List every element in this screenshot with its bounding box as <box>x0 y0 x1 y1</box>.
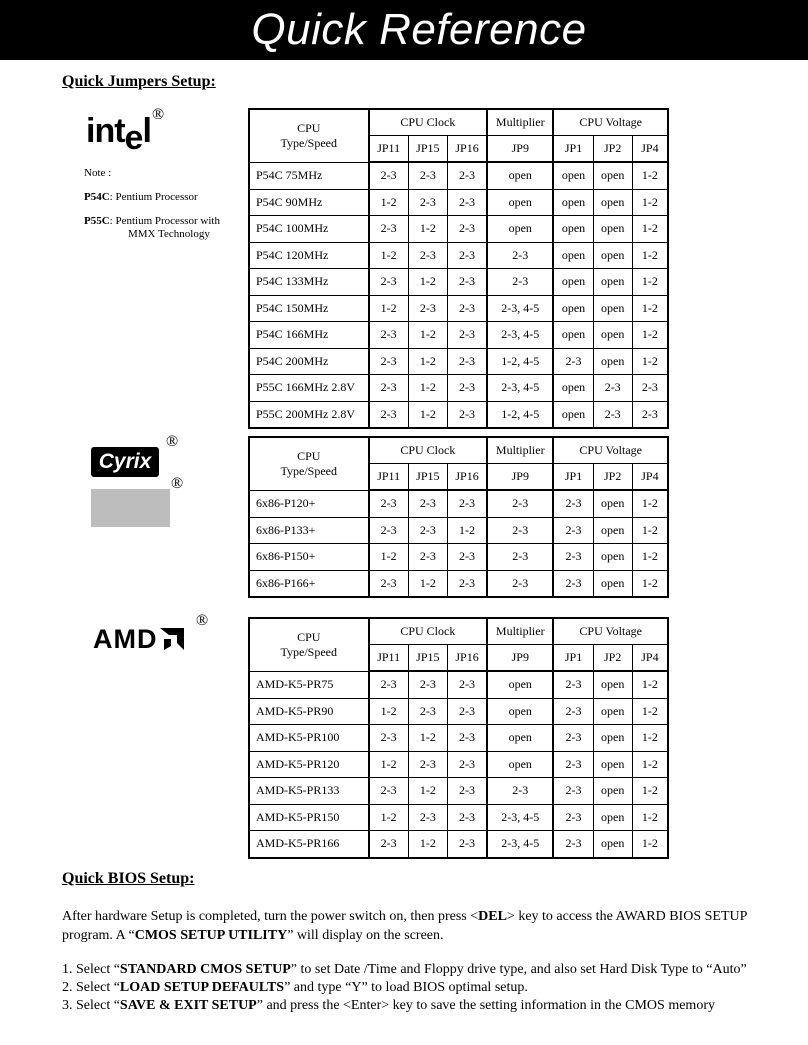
bios-steps-list <box>62 961 752 1015</box>
jp4-header: JP4 <box>632 645 668 672</box>
bios-step-1: 1. Select “STANDARD CMOS SETUP” to set Date /Time and Floppy drive type, and also set Hard Disk Type to “Auto” <box>62 962 747 977</box>
jp11-cell: 2-3 <box>369 401 409 428</box>
jp15-cell: 1-2 <box>408 348 447 375</box>
cpu-type-cell: P54C 200MHz <box>249 348 369 375</box>
jp2-header: JP2 <box>593 136 632 163</box>
jp2-cell: open <box>593 698 632 725</box>
jp15-cell: 2-3 <box>408 295 447 322</box>
jp1-cell: open <box>553 189 593 216</box>
table-row <box>249 831 668 858</box>
jp4-cell: 1-2 <box>632 295 668 322</box>
jp15-cell: 2-3 <box>408 490 447 517</box>
jp16-cell: 2-3 <box>447 242 487 269</box>
jp16-cell: 2-3 <box>447 162 487 189</box>
jp16-cell: 2-3 <box>447 490 487 517</box>
jp2-cell: open <box>593 570 632 597</box>
cpu-type-cell: AMD-K5-PR120 <box>249 751 369 778</box>
jp9-cell: 1-2, 4-5 <box>487 348 553 375</box>
jp9-cell: 2-3 <box>487 544 553 571</box>
jp16-header: JP16 <box>447 645 487 672</box>
jp16-cell: 2-3 <box>447 778 487 805</box>
jp2-header: JP2 <box>593 645 632 672</box>
jp11-cell: 2-3 <box>369 517 409 544</box>
table-row <box>249 189 668 216</box>
jp1-cell: 2-3 <box>553 751 593 778</box>
jp15-cell: 1-2 <box>408 401 447 428</box>
jp2-cell: 2-3 <box>593 375 632 402</box>
jp11-header: JP11 <box>369 464 409 491</box>
amd-logo: AMD <box>93 624 184 655</box>
jp11-cell: 2-3 <box>369 831 409 858</box>
cpu-type-cell: P55C 166MHz 2.8V <box>249 375 369 402</box>
jp2-cell: open <box>593 517 632 544</box>
jp9-header: JP9 <box>487 645 553 672</box>
jp16-cell: 2-3 <box>447 375 487 402</box>
jp11-header: JP11 <box>369 645 409 672</box>
jp9-cell: open <box>487 162 553 189</box>
jp1-cell: 2-3 <box>553 831 593 858</box>
cpu-type-cell: 6x86-P166+ <box>249 570 369 597</box>
jp1-cell: 2-3 <box>553 804 593 831</box>
cpu-type-cell: AMD-K5-PR166 <box>249 831 369 858</box>
table-row <box>249 162 668 189</box>
jp4-cell: 1-2 <box>632 544 668 571</box>
jp11-cell: 2-3 <box>369 778 409 805</box>
multiplier-header: Multiplier <box>487 618 553 645</box>
cpu-type-cell: P54C 150MHz <box>249 295 369 322</box>
jp9-cell: 2-3 <box>487 517 553 544</box>
jp2-cell: open <box>593 162 632 189</box>
jp15-cell: 1-2 <box>408 322 447 349</box>
jp4-cell: 2-3 <box>632 375 668 402</box>
table-row <box>249 348 668 375</box>
jp15-cell: 2-3 <box>408 544 447 571</box>
table-row <box>249 216 668 243</box>
jp15-cell: 1-2 <box>408 570 447 597</box>
table-row <box>249 242 668 269</box>
jp1-cell: 2-3 <box>553 490 593 517</box>
bios-step-3: 3. Select “SAVE & EXIT SETUP” and press the <Enter> key to save the setting information in the CMOS memory <box>62 998 715 1013</box>
jp11-cell: 1-2 <box>369 295 409 322</box>
jp4-cell: 1-2 <box>632 490 668 517</box>
bios-step-2: 2. Select “LOAD SETUP DEFAULTS” and type “Y” to load BIOS optimal setup. <box>62 980 528 995</box>
jp4-cell: 1-2 <box>632 751 668 778</box>
table-row <box>249 269 668 296</box>
cpu-type-header: CPU Type/Speed <box>249 437 369 490</box>
jp9-cell: 1-2, 4-5 <box>487 401 553 428</box>
jp16-cell: 2-3 <box>447 189 487 216</box>
cpu-type-cell: AMD-K5-PR75 <box>249 671 369 698</box>
jp15-cell: 2-3 <box>408 751 447 778</box>
jp2-cell: open <box>593 189 632 216</box>
cpu-clock-header: CPU Clock <box>369 618 488 645</box>
multiplier-header: Multiplier <box>487 109 553 136</box>
table-row <box>249 570 668 597</box>
cpu-type-cell: P54C 90MHz <box>249 189 369 216</box>
page-banner <box>0 0 808 60</box>
jp11-cell: 2-3 <box>369 162 409 189</box>
table-row <box>249 671 668 698</box>
cpu-type-cell: P54C 133MHz <box>249 269 369 296</box>
jp11-cell: 1-2 <box>369 242 409 269</box>
bios-intro-paragraph: After hardware Setup is completed, turn the power switch on, then press <DEL> key to access the AWARD BIOS SETUP program. A “CMOS SETUP UTILITY” will display on the screen. <box>62 909 747 943</box>
jp1-cell: 2-3 <box>553 671 593 698</box>
jp11-cell: 2-3 <box>369 671 409 698</box>
jp1-header: JP1 <box>553 136 593 163</box>
jp4-cell: 1-2 <box>632 778 668 805</box>
cyrix-jumper-table <box>248 436 669 598</box>
jp2-cell: open <box>593 671 632 698</box>
table-row <box>249 322 668 349</box>
jp15-cell: 1-2 <box>408 725 447 752</box>
jp15-cell: 2-3 <box>408 804 447 831</box>
jp1-cell: open <box>553 269 593 296</box>
jp16-cell: 2-3 <box>447 269 487 296</box>
jp9-cell: 2-3, 4-5 <box>487 322 553 349</box>
jp16-cell: 2-3 <box>447 295 487 322</box>
jp2-header: JP2 <box>593 464 632 491</box>
jp9-cell: 2-3, 4-5 <box>487 295 553 322</box>
jp11-cell: 1-2 <box>369 751 409 778</box>
jp9-cell: 2-3 <box>487 490 553 517</box>
jp4-cell: 2-3 <box>632 401 668 428</box>
table-row <box>249 725 668 752</box>
amd-jumper-table <box>248 617 669 859</box>
amd-registered-mark: ® <box>196 612 209 629</box>
jp2-cell: open <box>593 831 632 858</box>
jp4-header: JP4 <box>632 136 668 163</box>
jp2-cell: 2-3 <box>593 401 632 428</box>
table-row <box>249 517 668 544</box>
jp16-cell: 2-3 <box>447 671 487 698</box>
jp1-cell: open <box>553 242 593 269</box>
jp11-cell: 2-3 <box>369 570 409 597</box>
jp4-cell: 1-2 <box>632 671 668 698</box>
jp11-cell: 2-3 <box>369 269 409 296</box>
jp4-cell: 1-2 <box>632 269 668 296</box>
jp4-cell: 1-2 <box>632 831 668 858</box>
cpu-type-cell: AMD-K5-PR133 <box>249 778 369 805</box>
intel-table-body <box>249 162 668 428</box>
jp11-header: JP11 <box>369 136 409 163</box>
cyrix-logo-placeholder-box <box>91 489 170 527</box>
jp4-cell: 1-2 <box>632 804 668 831</box>
jp2-cell: open <box>593 322 632 349</box>
jp11-cell: 2-3 <box>369 725 409 752</box>
cpu-voltage-header: CPU Voltage <box>553 437 668 464</box>
bios-heading: Quick BIOS Setup: <box>62 870 195 887</box>
jp2-cell: open <box>593 544 632 571</box>
cpu-type-cell: P54C 166MHz <box>249 322 369 349</box>
jp1-cell: 2-3 <box>553 348 593 375</box>
jp2-cell: open <box>593 778 632 805</box>
jp2-cell: open <box>593 725 632 752</box>
cpu-type-cell: AMD-K5-PR150 <box>249 804 369 831</box>
table-row <box>249 375 668 402</box>
jp1-header: JP1 <box>553 645 593 672</box>
jp15-header: JP15 <box>408 136 447 163</box>
jp11-cell: 1-2 <box>369 698 409 725</box>
intel-jumper-table <box>248 108 669 429</box>
multiplier-header: Multiplier <box>487 437 553 464</box>
jp4-cell: 1-2 <box>632 698 668 725</box>
note-label: Note : <box>84 167 112 179</box>
page-title: Quick Reference <box>251 5 587 54</box>
jp9-cell: open <box>487 698 553 725</box>
jp9-cell: open <box>487 725 553 752</box>
jp9-cell: 2-3, 4-5 <box>487 375 553 402</box>
jp15-cell: 2-3 <box>408 671 447 698</box>
jp16-cell: 1-2 <box>447 517 487 544</box>
intel-logo: intel <box>86 112 151 157</box>
cpu-type-cell: P55C 200MHz 2.8V <box>249 401 369 428</box>
jp15-cell: 1-2 <box>408 778 447 805</box>
jp2-cell: open <box>593 295 632 322</box>
jp15-cell: 2-3 <box>408 517 447 544</box>
table-row <box>249 401 668 428</box>
jp15-cell: 2-3 <box>408 162 447 189</box>
jp15-header: JP15 <box>408 464 447 491</box>
jp16-cell: 2-3 <box>447 544 487 571</box>
jp9-cell: open <box>487 216 553 243</box>
cpu-clock-header: CPU Clock <box>369 437 488 464</box>
jp1-cell: open <box>553 216 593 243</box>
jp11-cell: 2-3 <box>369 322 409 349</box>
jp16-cell: 2-3 <box>447 698 487 725</box>
table-row <box>249 778 668 805</box>
jp2-cell: open <box>593 242 632 269</box>
intel-registered-mark: ® <box>152 106 165 123</box>
jp9-cell: 2-3 <box>487 778 553 805</box>
cpu-type-cell: 6x86-P120+ <box>249 490 369 517</box>
jp1-cell: open <box>553 162 593 189</box>
jp2-cell: open <box>593 490 632 517</box>
table-row <box>249 490 668 517</box>
jp1-cell: 2-3 <box>553 725 593 752</box>
amd-table-body <box>249 671 668 858</box>
jumpers-heading: Quick Jumpers Setup: <box>62 73 216 90</box>
jp16-cell: 2-3 <box>447 570 487 597</box>
processor-notes <box>84 167 244 252</box>
jp11-cell: 2-3 <box>369 375 409 402</box>
jp15-cell: 2-3 <box>408 698 447 725</box>
jp1-cell: open <box>553 322 593 349</box>
cyrix-table-body <box>249 490 668 597</box>
jp4-cell: 1-2 <box>632 725 668 752</box>
jp4-cell: 1-2 <box>632 162 668 189</box>
jp2-cell: open <box>593 348 632 375</box>
note-p55c: P55C: Pentium Processor with MMX Technology <box>84 215 220 240</box>
jp1-cell: 2-3 <box>553 544 593 571</box>
jp1-cell: open <box>553 295 593 322</box>
jp1-cell: 2-3 <box>553 778 593 805</box>
cyrix-registered-mark-2: ® <box>171 475 184 492</box>
jp4-cell: 1-2 <box>632 517 668 544</box>
cpu-type-header: CPU Type/Speed <box>249 618 369 671</box>
jp9-cell: 2-3, 4-5 <box>487 831 553 858</box>
jp9-cell: open <box>487 671 553 698</box>
jp1-cell: open <box>553 375 593 402</box>
cpu-type-cell: AMD-K5-PR90 <box>249 698 369 725</box>
jp9-cell: 2-3, 4-5 <box>487 804 553 831</box>
jp16-cell: 2-3 <box>447 216 487 243</box>
jp9-cell: open <box>487 189 553 216</box>
cpu-type-cell: 6x86-P150+ <box>249 544 369 571</box>
cpu-type-cell: P54C 100MHz <box>249 216 369 243</box>
jp15-cell: 1-2 <box>408 831 447 858</box>
cpu-type-cell: P54C 120MHz <box>249 242 369 269</box>
cpu-clock-header: CPU Clock <box>369 109 488 136</box>
jp11-cell: 2-3 <box>369 490 409 517</box>
jp9-cell: 2-3 <box>487 570 553 597</box>
jp4-cell: 1-2 <box>632 348 668 375</box>
jp9-header: JP9 <box>487 464 553 491</box>
jp1-cell: 2-3 <box>553 698 593 725</box>
jp9-cell: open <box>487 751 553 778</box>
cyrix-registered-mark: ® <box>166 433 179 450</box>
jp4-cell: 1-2 <box>632 322 668 349</box>
jp16-cell: 2-3 <box>447 831 487 858</box>
jp4-cell: 1-2 <box>632 216 668 243</box>
jp2-cell: open <box>593 751 632 778</box>
jp1-cell: open <box>553 401 593 428</box>
jp16-header: JP16 <box>447 136 487 163</box>
jp11-cell: 1-2 <box>369 804 409 831</box>
jp1-cell: 2-3 <box>553 517 593 544</box>
cpu-type-cell: P54C 75MHz <box>249 162 369 189</box>
table-row <box>249 751 668 778</box>
jp1-header: JP1 <box>553 464 593 491</box>
jp4-cell: 1-2 <box>632 242 668 269</box>
jp15-cell: 2-3 <box>408 189 447 216</box>
cyrix-logo: Cyrix <box>91 447 159 477</box>
jp15-cell: 1-2 <box>408 269 447 296</box>
jp15-cell: 1-2 <box>408 216 447 243</box>
jp15-cell: 1-2 <box>408 375 447 402</box>
jp11-cell: 1-2 <box>369 544 409 571</box>
jp9-cell: 2-3 <box>487 242 553 269</box>
table-row <box>249 544 668 571</box>
jp16-header: JP16 <box>447 464 487 491</box>
amd-arrow-icon <box>160 628 184 650</box>
jp9-header: JP9 <box>487 136 553 163</box>
jp4-cell: 1-2 <box>632 189 668 216</box>
note-p54c: P54C: Pentium Processor <box>84 191 198 203</box>
cpu-voltage-header: CPU Voltage <box>553 618 668 645</box>
jp16-cell: 2-3 <box>447 322 487 349</box>
cpu-type-header: CPU Type/Speed <box>249 109 369 162</box>
cpu-voltage-header: CPU Voltage <box>553 109 668 136</box>
table-row <box>249 295 668 322</box>
jp2-cell: open <box>593 269 632 296</box>
jp4-header: JP4 <box>632 464 668 491</box>
jp2-cell: open <box>593 216 632 243</box>
jp4-cell: 1-2 <box>632 570 668 597</box>
jp11-cell: 2-3 <box>369 216 409 243</box>
jp15-cell: 2-3 <box>408 242 447 269</box>
jp11-cell: 2-3 <box>369 348 409 375</box>
jp16-cell: 2-3 <box>447 348 487 375</box>
jp16-cell: 2-3 <box>447 725 487 752</box>
jp2-cell: open <box>593 804 632 831</box>
jp16-cell: 2-3 <box>447 804 487 831</box>
jp1-cell: 2-3 <box>553 570 593 597</box>
jp11-cell: 1-2 <box>369 189 409 216</box>
jp9-cell: 2-3 <box>487 269 553 296</box>
table-row <box>249 698 668 725</box>
cpu-type-cell: AMD-K5-PR100 <box>249 725 369 752</box>
jp16-cell: 2-3 <box>447 751 487 778</box>
jp16-cell: 2-3 <box>447 401 487 428</box>
jp15-header: JP15 <box>408 645 447 672</box>
table-row <box>249 804 668 831</box>
cpu-type-cell: 6x86-P133+ <box>249 517 369 544</box>
